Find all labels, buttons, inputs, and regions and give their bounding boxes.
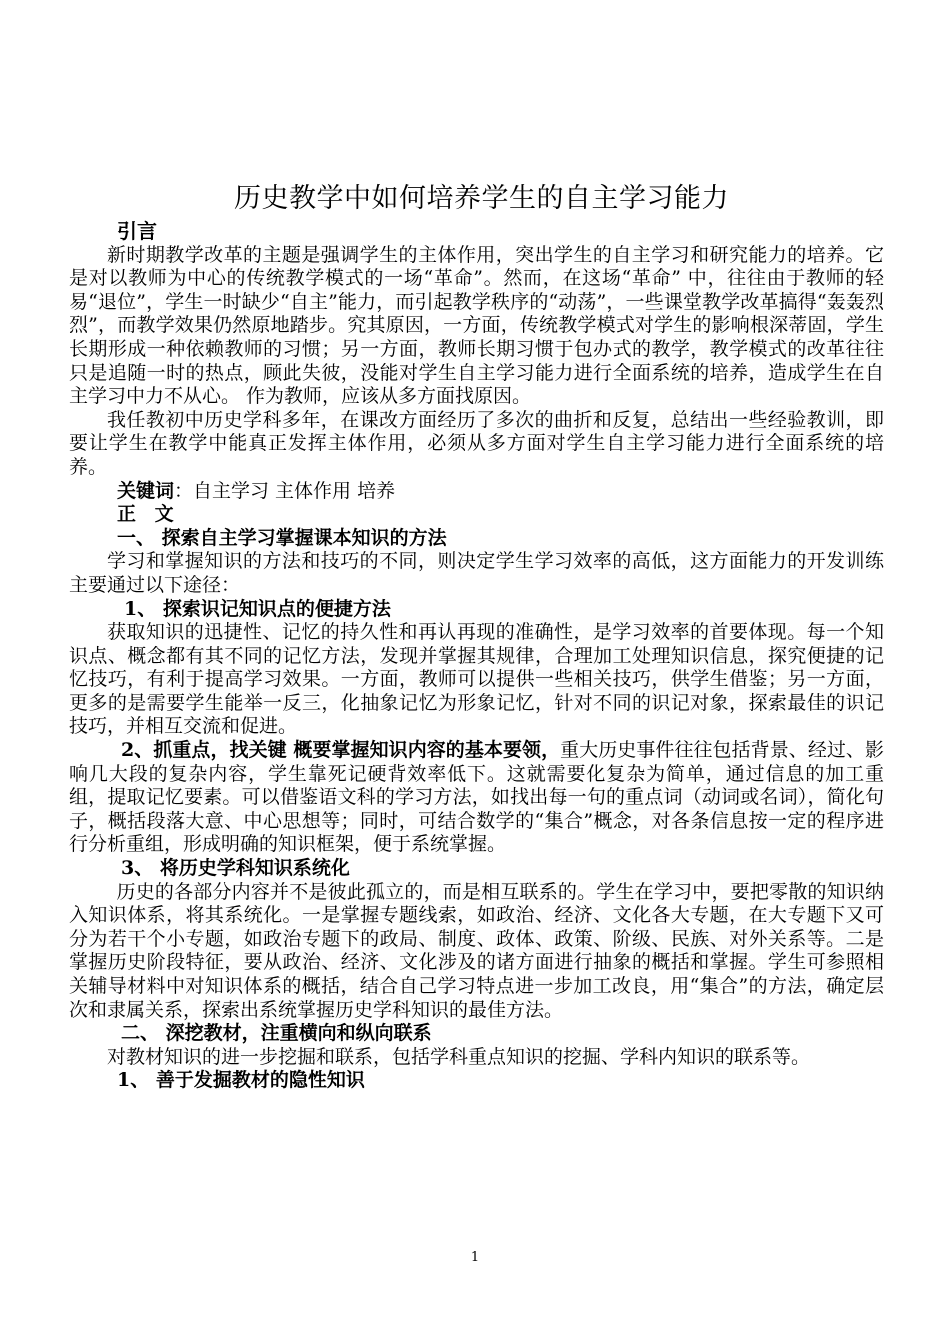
section-1-1-text: 获取知识的迅捷性、记忆的持久性和再认再现的准确性，是学习效率的首要体现。每一个知识点、概念都有其不同的记忆方法，发现并掌握其规律，合理加工处理知识信息，探究便捷的记忆技巧，有利于提高学习效果。一方面，教师可以提供一些相关技巧，供学生借鉴；另一方面，更多的是需要学生能举一反三，化抽象记忆为形象记忆，针对不同的识记对象，探索最佳的识记技巧，并相互交流和促进。 (69, 621, 884, 738)
section-1-3-text: 历史的各部分内容并不是彼此孤立的，而是相互联系的。学生在学习中，要把零散的知识纳入知识体系，将其系统化。一是掌握专题线索，如政治、经济、文化各大专题，在大专题下又可分为若干个小专题，如政治专题下的政局、制度、政体、政策、阶级、民族、对外关系等。二是掌握历史阶段特征，要从政治、经济、文化涉及的诸方面进行抽象的概括和掌握。学生可参照相关辅导材料中对知识体系的概括，结合自己学习特点进一步加工改良，用“集合”的方法，确定层次和隶属关系，探索出系统掌握历史学科知识的最佳方法。 (69, 880, 884, 1021)
section-1-heading: 一、 探索自主学习掌握课本知识的方法 (117, 526, 447, 549)
section-1-1-heading: 1、 探索识记知识点的便捷方法 (124, 597, 391, 620)
section-1-2-text: 重大历史事件往往包括背景、经过、影响几大段的复杂内容，学生靠死记硬背效率低下。这就需要化复杂为简单，通过信息的加工重组，提取记忆要素。可以借鉴语文科的学习方法，如找出每一句的重点词（动词或名词），简化句子，概括段落大意、中心思想等；同时，可结合数学的“集合”概念，对各条信息按一定的程序进行分析重组，形成明确的知识框架，便于系统掌握。 (69, 739, 884, 856)
section-2-1-heading: 1、 善于发掘教材的隐性知识 (117, 1069, 365, 1092)
page-number: 1 (470, 1250, 480, 1265)
keywords-line (69, 480, 884, 504)
intro-paragraph-2: 我任教初中历史学科多年，在课改方面经历了多次的曲折和反复，总结出一些经验教训，即要让学生在教学中能真正发挥主体作用，必须从多方面对学生自主学习能力进行全面系统的培养。 (69, 408, 884, 478)
keywords-text: ：自主学习 主体作用 培养 (174, 479, 396, 502)
intro-paragraph-1: 新时期教学改革的主题是强调学生的主体作用，突出学生的自主学习和研究能力的培养。它是对以教师为中心的传统教学模式的一场“革命”。然而，在这场“革命” 中，往往由于教师的轻易“退位”，学生一时缺少“自主”能力，而引起教学秩序的“动荡”，一些课堂教学改革搞得“轰轰烈烈”，而教学效果仍然原地踏步。究其原因，一方面，传统教学模式对学生的影响根深蒂固，学生长期形成一种依赖教师的习惯；另一方面，教师长期习惯于包办式的教学，教学模式的改革往往只是追随一时的热点，顾此失彼，没能对学生自主学习能力进行全面系统的培养，造成学生在自主学习中力不从心。 作为教师，应该从多方面找原因。 (69, 243, 884, 408)
section-2-intro: 对教材知识的进一步挖掘和联系，包括学科重点知识的挖掘、学科内知识的联系等。 (107, 1045, 811, 1068)
section-1-2-paragraph (69, 739, 884, 857)
section-1-2-lead: 2、抓重点，找关键 概要掌握知识内容的基本要领， (121, 739, 561, 762)
section-1-3-heading: 3、 将历史学科知识系统化 (121, 857, 350, 880)
section-2-heading: 二、 深挖教材，注重横向和纵向联系 (121, 1022, 432, 1045)
body-heading: 正 文 (117, 503, 180, 526)
document-title: 历史教学中如何培养学生的自主学习能力 (234, 183, 729, 214)
section-1-intro: 学习和掌握知识的方法和技巧的不同，则决定学生学习效率的高低，这方面能力的开发训练主要通过以下途径： (69, 550, 884, 596)
intro-heading: 引言 (117, 219, 157, 243)
keywords-label: 关键词 (117, 479, 175, 502)
document-body (69, 182, 884, 1093)
